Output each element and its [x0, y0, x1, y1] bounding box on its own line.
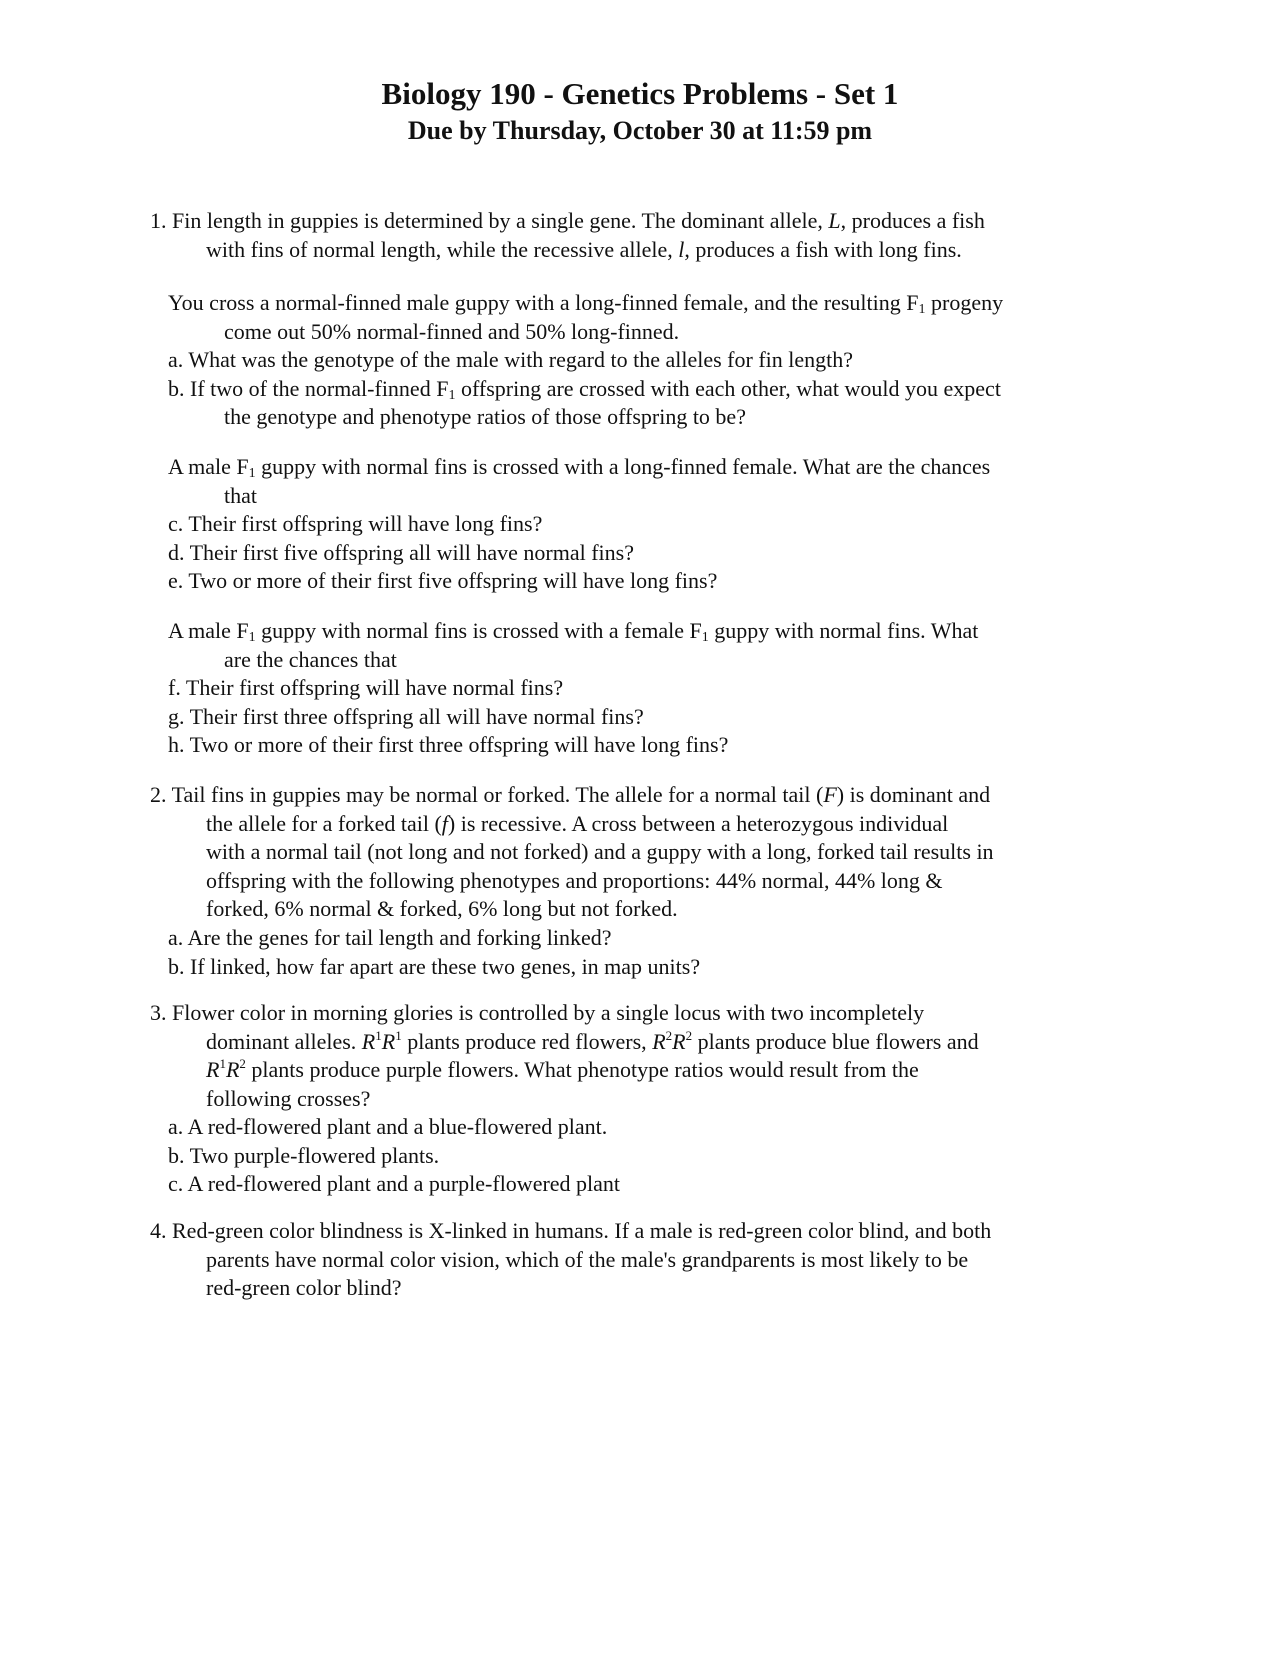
- question-1-cross-2: A male $F_1$ guppy with normal fins is crossed with a long-finned female. What are the chances that c. Their first offspring will have long fins? d. Their first five offspring all will have normal fins? e. Two or more of their first five offspring will have long fins?: [168, 453, 990, 596]
- question-2-parts: [168, 924, 700, 981]
- question-3b: b. Two purple-flowered plants.: [168, 1142, 440, 1168]
- due-date: Due by Thursday, October 30 at 11:59 pm: [407, 116, 873, 145]
- question-1f: f. Their first offspring will have normal fins?: [168, 675, 564, 701]
- question-3c: c. A red-flowered plant and a purple-flowered plant: [168, 1171, 621, 1197]
- question-1e: e. Two or more of their first five offspring will have long fins?: [168, 568, 718, 594]
- question-1a: a. What was the genotype of the male with regard to the alleles for fin length?: [168, 347, 854, 373]
- question-4: 4. Red-green color blindness is X-linked in humans. If a male is red-green color blind, and both parents have normal color vision, which of the male's grandparents is most likely to be red-green color blind?: [150, 1218, 992, 1301]
- question-2b: b. If linked, how far apart are these two genes, in map units?: [168, 953, 701, 979]
- question-1-cross-1: You cross a normal-finned male guppy with a long-finned female, and the resulting $F_1$ progeny come out 50% normal-finned and 50% long-finned. a. What was the genotype of the male with regard to the alleles for fin length? b. If two of the normal-finned $F_1$ offspring are crossed with each other, what would you expect the genotype and phenotype ratios of those offspring to be?: [168, 290, 1004, 430]
- question-1c: c. Their first offspring will have long fins?: [168, 511, 543, 537]
- question-1-cross-3: A male $F_1$ guppy with normal fins is crossed with a female $F_1$ guppy with normal fins. What are the chances that f. Their first offspring will have normal fins? g. Their first three offspring all will have normal fins? h. Two or more of their first three offspring will have long fins?: [168, 617, 978, 760]
- question-3: 3. Flower color in morning glories is controlled by a single locus with two incompletely dominant alleles. $R^1R^1$ plants produce red flowers, $R^2R^2$ plants produce blue flowers and $R^1R^2$ plants produce purple flowers. What phenotype ratios would result from the following crosses?: [150, 1000, 979, 1111]
- question-1d: d. Their first five offspring all will have normal fins?: [168, 539, 634, 565]
- page-title: Biology 190 - Genetics Problems - Set 1: [381, 76, 899, 111]
- question-3a: a. A red-flowered plant and a blue-flowered plant.: [168, 1114, 608, 1139]
- question-1h: h. Two or more of their first three offspring will have long fins?: [168, 732, 729, 758]
- question-1g: g. Their first three offspring all will have normal fins?: [168, 703, 644, 729]
- question-3-parts: [168, 1113, 620, 1199]
- question-1-intro: 1. Fin length in guppies is determined by a single gene. The dominant allele, L, produces a fish with fins of normal length, while the recessive allele, l, produces a fish with long fins.: [150, 208, 985, 262]
- question-2a: a. Are the genes for tail length and forking linked?: [168, 925, 612, 950]
- question-1b: b. If two of the normal-finned $F_1$ offspring are crossed with each other, what would you expect: [168, 375, 1001, 403]
- question-2: 2. Tail fins in guppies may be normal or forked. The allele for a normal tail (F) is dominant and the allele for a forked tail (f) is recessive. A cross between a heterozygous individual with a normal tail (not long and not forked) and a guppy with a long, forked tail results in offspring with the following phenotypes and proportions: 44% normal, 44% long & forked, 6% normal & forked, 6% long but not forked.: [150, 782, 994, 922]
